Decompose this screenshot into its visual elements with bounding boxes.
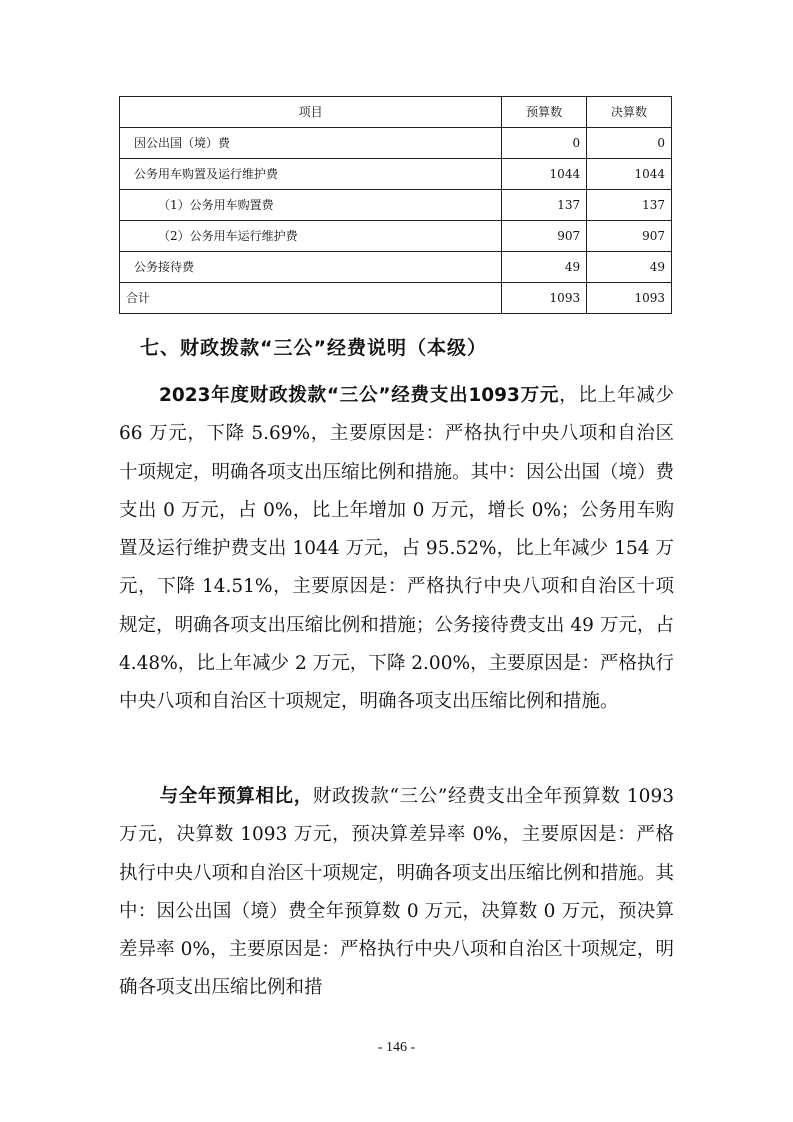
row-final: 1044: [587, 159, 672, 190]
section-heading: 七、财政拨款“三公”经费说明（本级）: [140, 337, 487, 359]
page-number: - 146 -: [377, 1040, 416, 1055]
row-label: 公务接待费: [120, 252, 502, 283]
column-header-budget: 预算数: [502, 97, 587, 128]
row-final: 49: [587, 252, 672, 283]
table-row: [120, 190, 672, 221]
row-budget: 137: [502, 190, 587, 221]
row-label: 因公出国（境）费: [120, 128, 502, 159]
three-public-expenses-table: [119, 96, 672, 314]
paragraph-budget-comparison: [119, 778, 674, 1008]
table-header-row: [120, 97, 672, 128]
column-header-item: 项目: [120, 97, 502, 128]
table-row: [120, 252, 672, 283]
table-row: [120, 159, 672, 190]
column-header-final: 决算数: [587, 97, 672, 128]
row-label: （2）公务用车运行维护费: [120, 221, 502, 252]
row-budget: 1093: [502, 283, 587, 314]
row-label: 公务用车购置及运行维护费: [120, 159, 502, 190]
table-total-row: [120, 283, 672, 314]
row-budget: 1044: [502, 159, 587, 190]
paragraph-body: 财政拨款“三公”经费支出全年预算数 1093 万元，决算数 1093 万元，预决算差异率 0%，主要原因是：严格执行中央八项和自治区十项规定，明确各项支出压缩比例和措施。其中：因公出国（境）费全年预算数 0 万元，决算数 0 万元，预决算差异率 0%，主要原因是：严格执行中央八项和自治区十项规定，明确各项支出压缩比例和措: [119, 786, 675, 999]
row-final: 907: [587, 221, 672, 252]
row-final: 137: [587, 190, 672, 221]
row-final: 1093: [587, 283, 672, 314]
row-budget: 907: [502, 221, 587, 252]
row-budget: 49: [502, 252, 587, 283]
table-row: [120, 128, 672, 159]
paragraph-lead: 与全年预算相比，: [159, 786, 313, 807]
paragraph-lead: 2023年度财政拨款“三公”经费支出1093万元: [159, 385, 560, 406]
row-label: 合计: [120, 283, 502, 314]
row-label: （1）公务用车购置费: [120, 190, 502, 221]
paragraph-three-public-expenses: [119, 377, 674, 722]
row-final: 0: [587, 128, 672, 159]
paragraph-body: ，比上年减少 66 万元，下降 5.69%，主要原因是：严格执行中央八项和自治区十项规定，明确各项支出压缩比例和措施。其中：因公出国（境）费支出 0 万元，占 0%，比上年增加 0 万元，增长 0%；公务用车购置及运行维护费支出 1044 万元，占 95.52%，比上年减少 154 万元，下降 14.51%，主要原因是：严格执行中央八项和自治区十项规定，明确各项支出压缩比例和措施；公务接待费支出 49 万元，占 4.48%，比上年减少 2 万元，下降 2.00%，主要原因是：严格执行中央八项和自治区十项规定，明确各项支出压缩比例和措施。: [119, 385, 675, 713]
row-budget: 0: [502, 128, 587, 159]
table-row: [120, 221, 672, 252]
